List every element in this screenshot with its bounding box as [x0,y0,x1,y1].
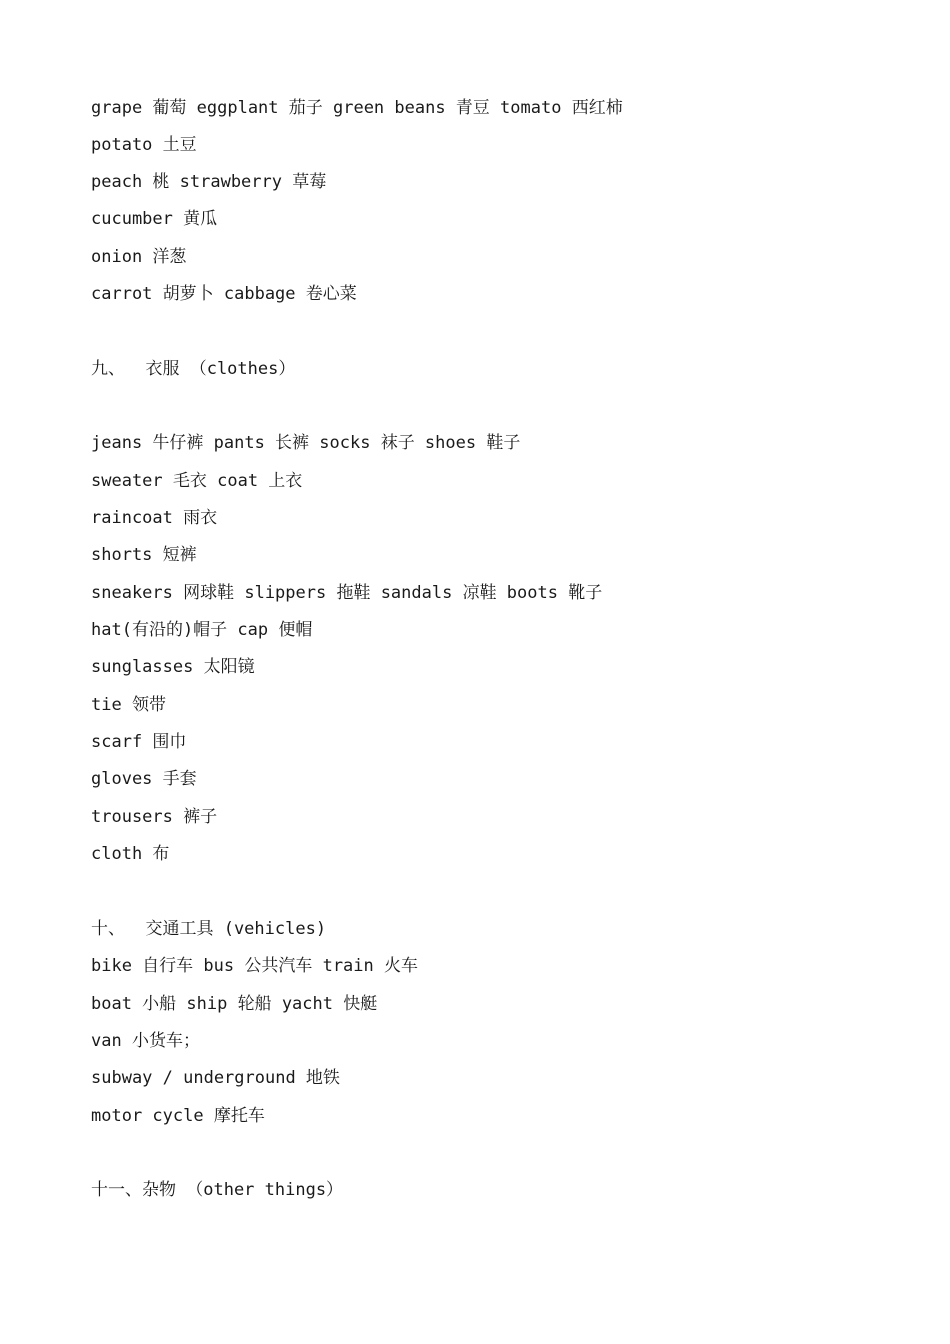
vocab-line: hat(有沿的)帽子 cap 便帽 [91,620,313,640]
vocab-line: tie 领带 [91,695,166,715]
vocab-line: carrot 胡萝卜 cabbage 卷心菜 [91,284,357,304]
vocab-line: bike 自行车 bus 公共汽车 train 火车 [91,956,418,976]
vocab-line: gloves 手套 [91,769,197,789]
section-heading-clothes: 九、 衣服 （clothes） [91,359,296,379]
vocab-line: sweater 毛衣 coat 上衣 [91,471,303,491]
vocab-line: raincoat 雨衣 [91,508,218,528]
vocab-line: peach 桃 strawberry 草莓 [91,172,327,192]
vocab-line: scarf 围巾 [91,732,187,752]
vocab-line: subway / underground 地铁 [91,1068,340,1088]
vocab-line: cloth 布 [91,844,170,864]
vocab-line: van 小货车； [91,1031,200,1051]
vocab-line: onion 洋葱 [91,247,187,267]
vocab-line: boat 小船 ship 轮船 yacht 快艇 [91,994,378,1014]
vocab-line: trousers 裤子 [91,807,218,827]
section-heading-vehicles: 十、 交通工具 (vehicles) [91,919,327,939]
vocab-line: cucumber 黄瓜 [91,209,218,229]
vocab-line: shorts 短裤 [91,545,197,565]
section-heading-other-things: 十一、杂物 （other things） [91,1180,344,1200]
vocab-line: grape 葡萄 eggplant 茄子 green beans 青豆 tomato 西红柿 [91,98,623,118]
vocab-line: jeans 牛仔裤 pants 长裤 socks 袜子 shoes 鞋子 [91,433,521,453]
vocab-line: sneakers 网球鞋 slippers 拖鞋 sandals 凉鞋 boots 靴子 [91,583,603,603]
vocab-line: motor cycle 摩托车 [91,1106,265,1126]
vocab-line: sunglasses 太阳镜 [91,657,255,677]
vocab-line: potato 土豆 [91,135,197,155]
